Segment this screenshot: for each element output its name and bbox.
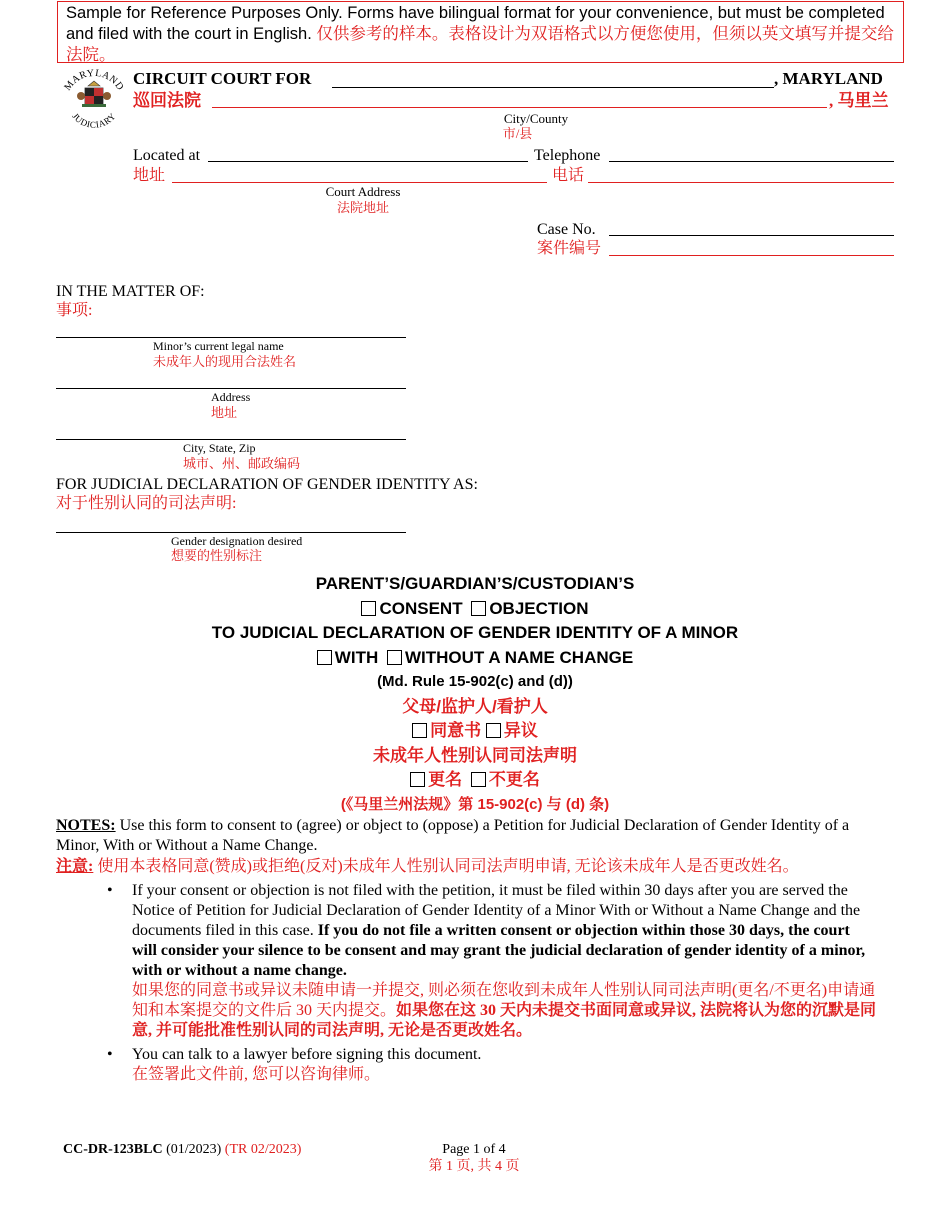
- form-id: CC-DR-123BLC: [63, 1142, 163, 1157]
- notes-zh: [56, 857, 896, 877]
- title-line1-zh: 父母/监护人/看护人: [402, 696, 548, 716]
- gender-caption-zh: 想要的性别标注: [171, 548, 263, 563]
- translation-date: (TR 02/2023): [224, 1142, 302, 1157]
- notes-en: [56, 816, 896, 856]
- banner-text-zh: 仅供参考的样本。表格设计为双语格式以方便您使用，但须以英文填写并提交给法院。: [66, 25, 894, 64]
- city-state-zip-caption-en: City, State, Zip: [183, 441, 256, 455]
- title-consent-objection-row: [0, 597, 950, 622]
- title-line3-en: TO JUDICIAL DECLARATION OF GENDER IDENTITY OF A MINOR: [211, 623, 739, 642]
- coat-of-arms-icon: [77, 81, 111, 107]
- objection-checkbox-zh[interactable]: [486, 723, 501, 738]
- address-caption-en: Address: [211, 390, 251, 404]
- telephone-field-line[interactable]: [609, 161, 894, 162]
- bullet1-en-bold: If you do not file a written consent or objection within those 30 days, the court will consider your silence to be consent and may grant the judicial declaration of gender identity of a minor, with or without a name change.: [132, 922, 866, 979]
- minor-address-field-line[interactable]: [56, 388, 406, 389]
- without-label: WITHOUT A NAME CHANGE: [404, 647, 634, 667]
- gender-caption-en: Gender designation desired: [171, 534, 303, 548]
- minor-name-caption-zh: 未成年人的现用合法姓名: [153, 354, 297, 369]
- city-state-zip-field-line[interactable]: [56, 439, 406, 440]
- svg-text:JUDICIARY: [70, 111, 117, 130]
- bullet1-zh-bold: 如果您在这 30 天内未提交书面同意或异议, 法院将认为您的沉默是同意, 并可能批准性别认同的司法声明, 无论是否更改姓名。: [132, 1002, 877, 1039]
- banner-text-en: Sample for Reference Purposes Only. Forms have bilingual format for your convenience, but must be completed and filed with the court in English.: [66, 4, 885, 43]
- notes-text-en: Use this form to consent to (agree) or object to (oppose) a Petition for Judicial Declaration of Gender Identity of a Minor, With or Without a Name Change.: [56, 817, 850, 854]
- county-field-line-en[interactable]: [332, 87, 774, 88]
- bullet2-zh: 在签署此文件前, 您可以咨询律师。: [132, 1066, 381, 1083]
- case-no-field-line-zh[interactable]: [609, 255, 894, 256]
- notes-label-zh: 注意:: [56, 858, 94, 875]
- gender-decl-label-en: FOR JUDICIAL DECLARATION OF GENDER IDENTITY AS:: [56, 476, 478, 493]
- gender-designation-field-line[interactable]: [56, 532, 406, 533]
- notes-label-en: NOTES:: [56, 817, 116, 834]
- located-at-label-zh: 地址: [133, 167, 166, 184]
- seal-bottom-text: JUDICIARY: [70, 110, 118, 130]
- case-no-label-zh: 案件编号: [537, 240, 602, 257]
- address-caption-zh: 地址: [211, 405, 238, 420]
- consent-label: CONSENT: [379, 598, 463, 618]
- reference-banner: [57, 1, 904, 63]
- maryland-judiciary-seal: [58, 64, 130, 136]
- form-id-footer: [63, 1141, 301, 1158]
- telephone-field-line-zh[interactable]: [588, 182, 894, 183]
- title-rule-zh: (《马里兰州法规》第 15-902(c) 与 (d) 条): [340, 795, 610, 813]
- court-address-caption-en: Court Address: [325, 184, 401, 199]
- title-consent-objection-row-zh: [0, 719, 950, 744]
- objection-checkbox[interactable]: [471, 601, 486, 616]
- without-name-change-checkbox[interactable]: [387, 650, 402, 665]
- notes-text-zh: 使用本表格同意(赞成)或拒绝(反对)未成年人性别认同司法声明申请, 无论该未成年人是否更改姓名。: [93, 858, 799, 875]
- title-name-change-row-zh: [0, 768, 950, 793]
- seal-top-text: MARYLAND: [62, 67, 126, 93]
- bullet1-en-plain: If your consent or objection is not filed with the petition, it must be filed within 30 days after you are served the Notice of Petition for Judicial Declaration of Gender Identity of a Minor With or Without a Name Change and the documents filed in this case.: [132, 882, 861, 939]
- form-title: [0, 572, 950, 817]
- objection-label-zh: 异议: [503, 721, 538, 740]
- state-label-zh: , 马里兰: [829, 91, 889, 110]
- court-address-field-line[interactable]: [208, 161, 528, 162]
- notes-bullet-1: [107, 881, 877, 1041]
- county-field-line-zh[interactable]: [212, 107, 827, 108]
- notes-bullet-2: [107, 1045, 877, 1085]
- case-no-label-en: Case No.: [537, 221, 596, 238]
- minor-name-caption-en: Minor’s current legal name: [153, 339, 284, 353]
- with-label-zh: 更名: [428, 770, 463, 789]
- title-rule-en: (Md. Rule 15-902(c) and (d)): [377, 673, 573, 690]
- with-name-change-checkbox-zh[interactable]: [410, 772, 425, 787]
- form-date: (01/2023): [162, 1142, 225, 1157]
- notes-bullet-list: [107, 881, 877, 1085]
- case-no-field-line[interactable]: [609, 235, 894, 236]
- city-county-caption-en: City/County: [503, 111, 569, 126]
- state-label-en: , MARYLAND: [774, 69, 883, 88]
- bullet2-en: • You can talk to a lawyer before signing this document.: [132, 1046, 482, 1063]
- without-label-zh: 不更名: [488, 770, 540, 789]
- court-address-field-line-zh[interactable]: [172, 182, 547, 183]
- telephone-label-zh: 电话: [552, 167, 585, 184]
- matter-label-en: IN THE MATTER OF:: [56, 283, 205, 300]
- matter-label-zh: 事项:: [56, 302, 93, 319]
- city-county-caption-zh: 市/县: [502, 126, 533, 141]
- with-name-change-checkbox[interactable]: [317, 650, 332, 665]
- title-name-change-row: [0, 646, 950, 671]
- city-state-zip-caption-zh: 城市、州、邮政编码: [183, 456, 301, 471]
- objection-label: OBJECTION: [489, 598, 589, 618]
- bullet1-zh-plain: 如果您的同意书或异议未随申请一并提交, 则必须在您收到未成年人性别认同司法声明(更名/不更名)申请通知和本案提交的文件后 30 天内提交。: [132, 982, 876, 1019]
- consent-checkbox-zh[interactable]: [412, 723, 427, 738]
- gender-decl-label-zh: 对于性别认同的司法声明:: [56, 495, 237, 512]
- page-number-en: Page 1 of 4: [442, 1142, 506, 1157]
- consent-checkbox[interactable]: [361, 601, 376, 616]
- title-line1-en: PARENT’S/GUARDIAN’S/CUSTODIAN’S: [315, 574, 635, 593]
- title-line3-zh: 未成年人性别认同司法声明: [373, 745, 577, 765]
- court-label-zh: 巡回法院: [133, 91, 201, 110]
- minor-name-field-line[interactable]: [56, 337, 406, 338]
- notes-section: [56, 816, 896, 1085]
- court-address-caption-zh: 法院地址: [336, 200, 389, 215]
- with-label: WITH: [334, 647, 379, 667]
- court-label-en: CIRCUIT COURT FOR: [133, 69, 312, 88]
- consent-label-zh: 同意书: [430, 721, 482, 740]
- telephone-label-en: Telephone: [534, 147, 601, 164]
- page-number-zh: 第 1 页, 共 4 页: [428, 1159, 520, 1174]
- without-name-change-checkbox-zh[interactable]: [471, 772, 486, 787]
- located-at-label-en: Located at: [133, 147, 201, 164]
